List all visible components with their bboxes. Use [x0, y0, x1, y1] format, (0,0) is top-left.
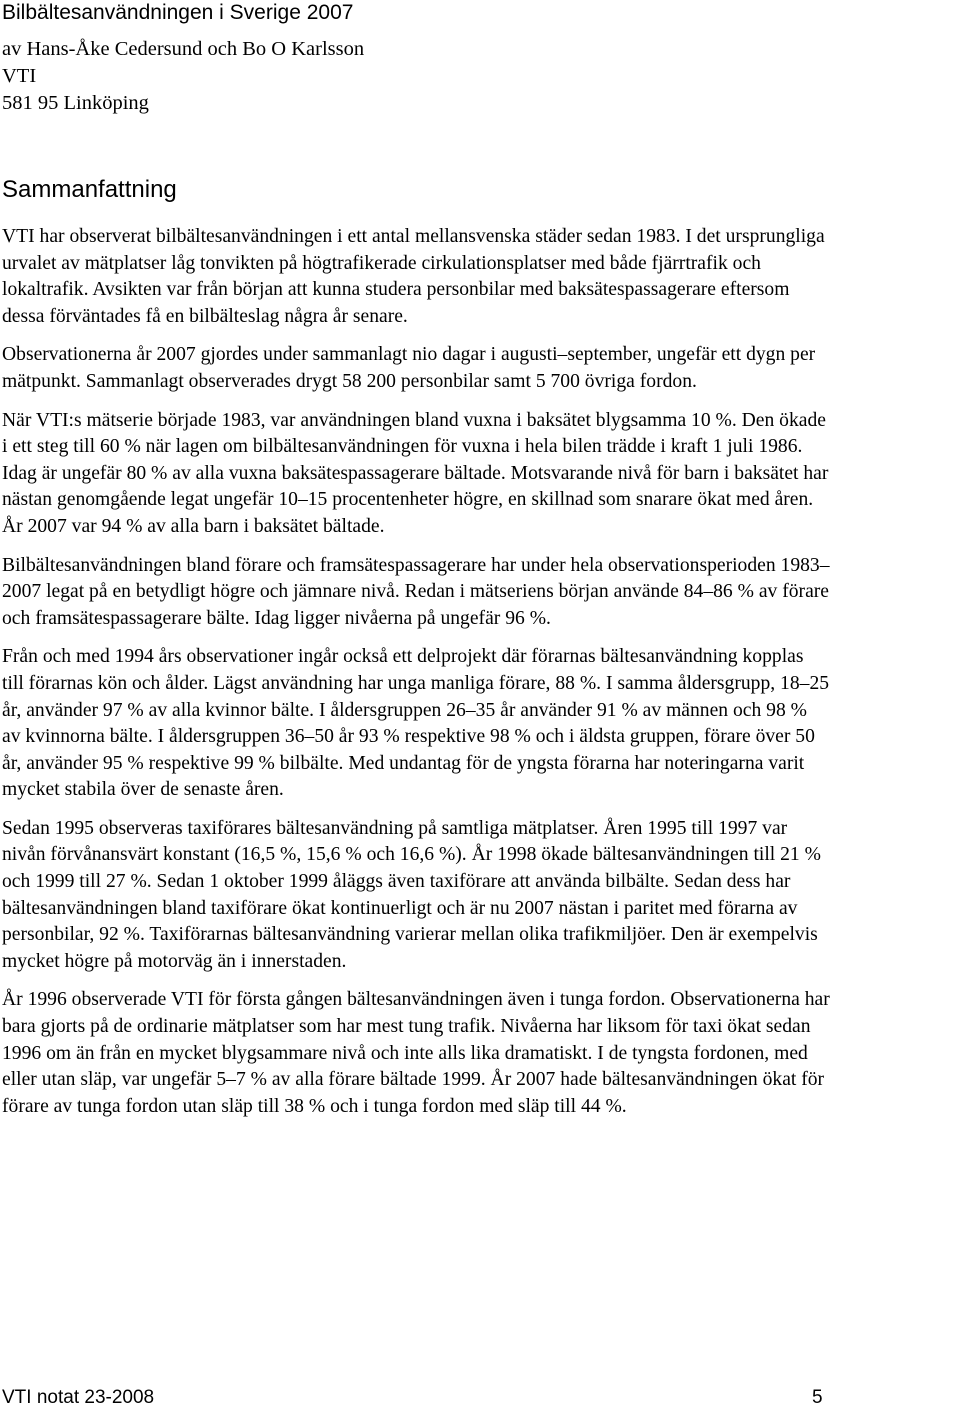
address-line: 581 95 Linköping — [2, 92, 149, 114]
footer-publication: VTI notat 23-2008 — [2, 1387, 155, 1408]
summary-paragraph: Bilbältesanvändningen bland förare och framsätespassagerare har under hela observationsperioden 1983–2007 legat på en betydligt högre och jämnare nivå. Redan i mätseriens början använde 84–86 % av förare och framsätespassagerare bälte. Idag ligger nivåerna på ungefär 96 %. — [2, 554, 830, 629]
document-title: Bilbältesanvändningen i Sverige 2007 — [2, 1, 354, 24]
summary-paragraph: VTI har observerat bilbältesanvändningen i ett antal mellansvenska städer sedan 1983. I det ursprungliga urvalet av mätplatser låg tonvikten på högtrafikerade cirkulationsplatser med både fjärrtrafik och lokaltrafik. Avsikten var från början att kunna studera personbilar med baksätespassagerare eftersom dessa förväntades få en bilbälteslag några år senare. — [2, 226, 825, 327]
summary-paragraph: Sedan 1995 observeras taxiförares bältesanvändning på samtliga mätplatser. Åren 1995 till 1997 var nivån förvånansvärt konstant (16,5 %, 15,6 % och 16,6 %). År 1998 ökade bältesanvändningen till 21 % och 1999 till 27 %. Sedan 1 oktober 1999 åläggs även taxiförare att använda bilbälte. Sedan dess har bältesanvändningen bland taxiförare ökat kontinuerligt och är nu 2007 nästan i paritet med förarna av personbilar, 92 %. Taxiförarnas bältesanvändning varierar mellan olika trafikmiljöer. Den är exempelvis mycket högre på motorväg än i innerstaden. — [2, 817, 821, 972]
organization-line: VTI — [2, 65, 37, 87]
summary-paragraph: Observationerna år 2007 gjordes under sammanlagt nio dagar i augusti–september, ungefär ett dygn per mätpunkt. Sammanlagt observerades drygt 58 200 personbilar samt 5 700 övriga fordon. — [2, 344, 816, 392]
summary-body — [2, 224, 830, 1132]
footer-page-number: 5 — [812, 1387, 823, 1408]
summary-paragraph: När VTI:s mätserie började 1983, var användningen bland vuxna i baksätet blygsamma 10 %. Den ökade i ett steg till 60 % när lagen om bilbältesanvändningen för vuxna i hela bilen trädde i kraft 1 juli 1986. Idag är ungefär 80 % av alla vuxna baksätespassagerare bältade. Motsvarande nivå för barn i baksätet har nästan genomgående legat ungefär 10–15 procentenheter högre, en skillnad som snarare ökat med åren. År 2007 var 94 % av alla barn i baksätet bältade. — [2, 409, 829, 537]
summary-paragraph: År 1996 observerade VTI för första gången bältesanvändningen även i tunga fordon. Observationerna har bara gjorts på de ordinarie mätplatser som har mest tung trafik. Nivåerna har liksom för taxi ökat sedan 1996 om än från en mycket blygsammare nivå och inte alls lika dramatiskt. I de tyngsta fordonen, med eller utan släp, var ungefär 5–7 % av alla förare bältade 1999. År 2007 hade bältesanvändningen ökat för förare av tunga fordon utan släp till 38 % och i tunga fordon med släp till 44 %. — [2, 989, 830, 1117]
section-heading-summary: Sammanfattning — [2, 176, 177, 203]
authors-line: av Hans-Åke Cedersund och Bo O Karlsson — [2, 38, 365, 60]
summary-paragraph: Från och med 1994 års observationer ingår också ett delprojekt där förarnas bältesanvändning kopplas till förarnas kön och ålder. Lägst användning har unga manliga förare, 88 %. I samma åldersgrupp, 18–25 år, använder 97 % av alla kvinnor bälte. I åldersgruppen 26–35 år använder 91 % av männen och 98 % av kvinnorna bälte. I åldersgruppen 36–50 år 93 % respektive 98 % och i äldsta gruppen, förare över 50 år, använder 95 % respektive 99 % bilbälte. Med undantag för de yngsta förarna har noteringarna varit mycket stabila över de senaste åren. — [2, 646, 830, 801]
